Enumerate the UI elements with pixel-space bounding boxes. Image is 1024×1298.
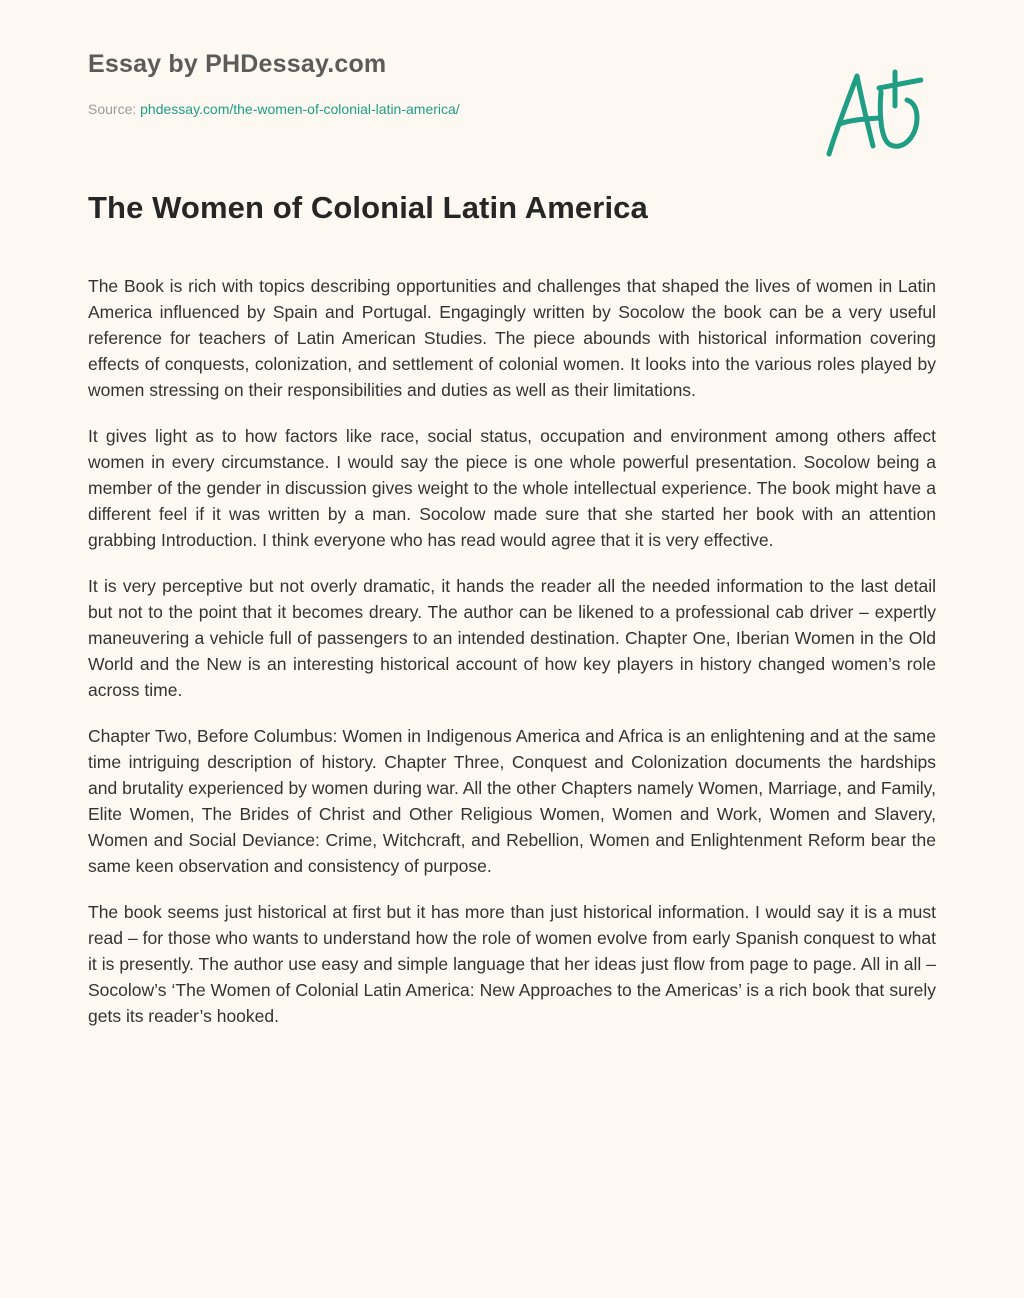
- essay-paragraph: It is very perceptive but not overly dramatic, it hands the reader all the needed information to the last detail but not to the point that it becomes dreary. The author can be likened to a professional cab driver – expertly maneuvering a vehicle full of passengers to an intended destination. Chapter One, Iberian Women in the Old World and the New is an interesting historical account of how key players in history changed women’s role across time.: [88, 576, 936, 700]
- source-link[interactable]: phdessay.com/the-women-of-colonial-latin-america/: [140, 101, 460, 117]
- source-label: Source:: [88, 101, 141, 117]
- site-title: Essay by PHDessay.com: [88, 50, 387, 78]
- essay-body: [88, 273, 936, 1049]
- essay-paragraph: Chapter Two, Before Columbus: Women in Indigenous America and Africa is an enlightening and at the same time intriguing description of history. Chapter Three, Conquest and Colonization documents the hardships and brutality experienced by women during war. All the other Chapters namely Women, Marriage, and Family, Elite Women, The Brides of Christ and Other Religious Women, Women and Work, Women and Slavery, Women and Social Deviance: Crime, Witchcraft, and Rebellion, Women and Enlightenment Reform bear the same keen observation and consistency of purpose.: [88, 726, 936, 876]
- a-plus-grade-icon: [823, 66, 923, 160]
- essay-paragraph: It gives light as to how factors like race, social status, occupation and environment among others affect women in every circumstance. I would say the piece is one whole powerful presentation. Socolow being a member of the gender in discussion gives weight to the whole intellectual experience. The book might have a different feel if it was written by a man. Socolow made sure that she started her book with an attention grabbing Introduction. I think everyone who has read would agree that it is very effective.: [88, 426, 936, 550]
- essay-paragraph: The Book is rich with topics describing opportunities and challenges that shaped the lives of women in Latin America influenced by Spain and Portugal. Engagingly written by Socolow the book can be a very useful reference for teachers of Latin American Studies. The piece abounds with historical information covering effects of conquests, colonization, and settlement of colonial women. It looks into the various roles played by women stressing on their responsibilities and duties as well as their limitations.: [88, 276, 936, 400]
- source-line: [88, 101, 460, 117]
- essay-title: The Women of Colonial Latin America: [88, 190, 648, 225]
- essay-paragraph: The book seems just historical at first but it has more than just historical information. I would say it is a must read – for those who wants to understand how the role of women evolve from early Spanish conquest to what it is presently. The author use easy and simple language that her ideas just flow from page to page. All in all – Socolow’s ‘The Women of Colonial Latin America: New Approaches to the Americas’ is a rich book that surely gets its reader’s hooked.: [88, 902, 936, 1026]
